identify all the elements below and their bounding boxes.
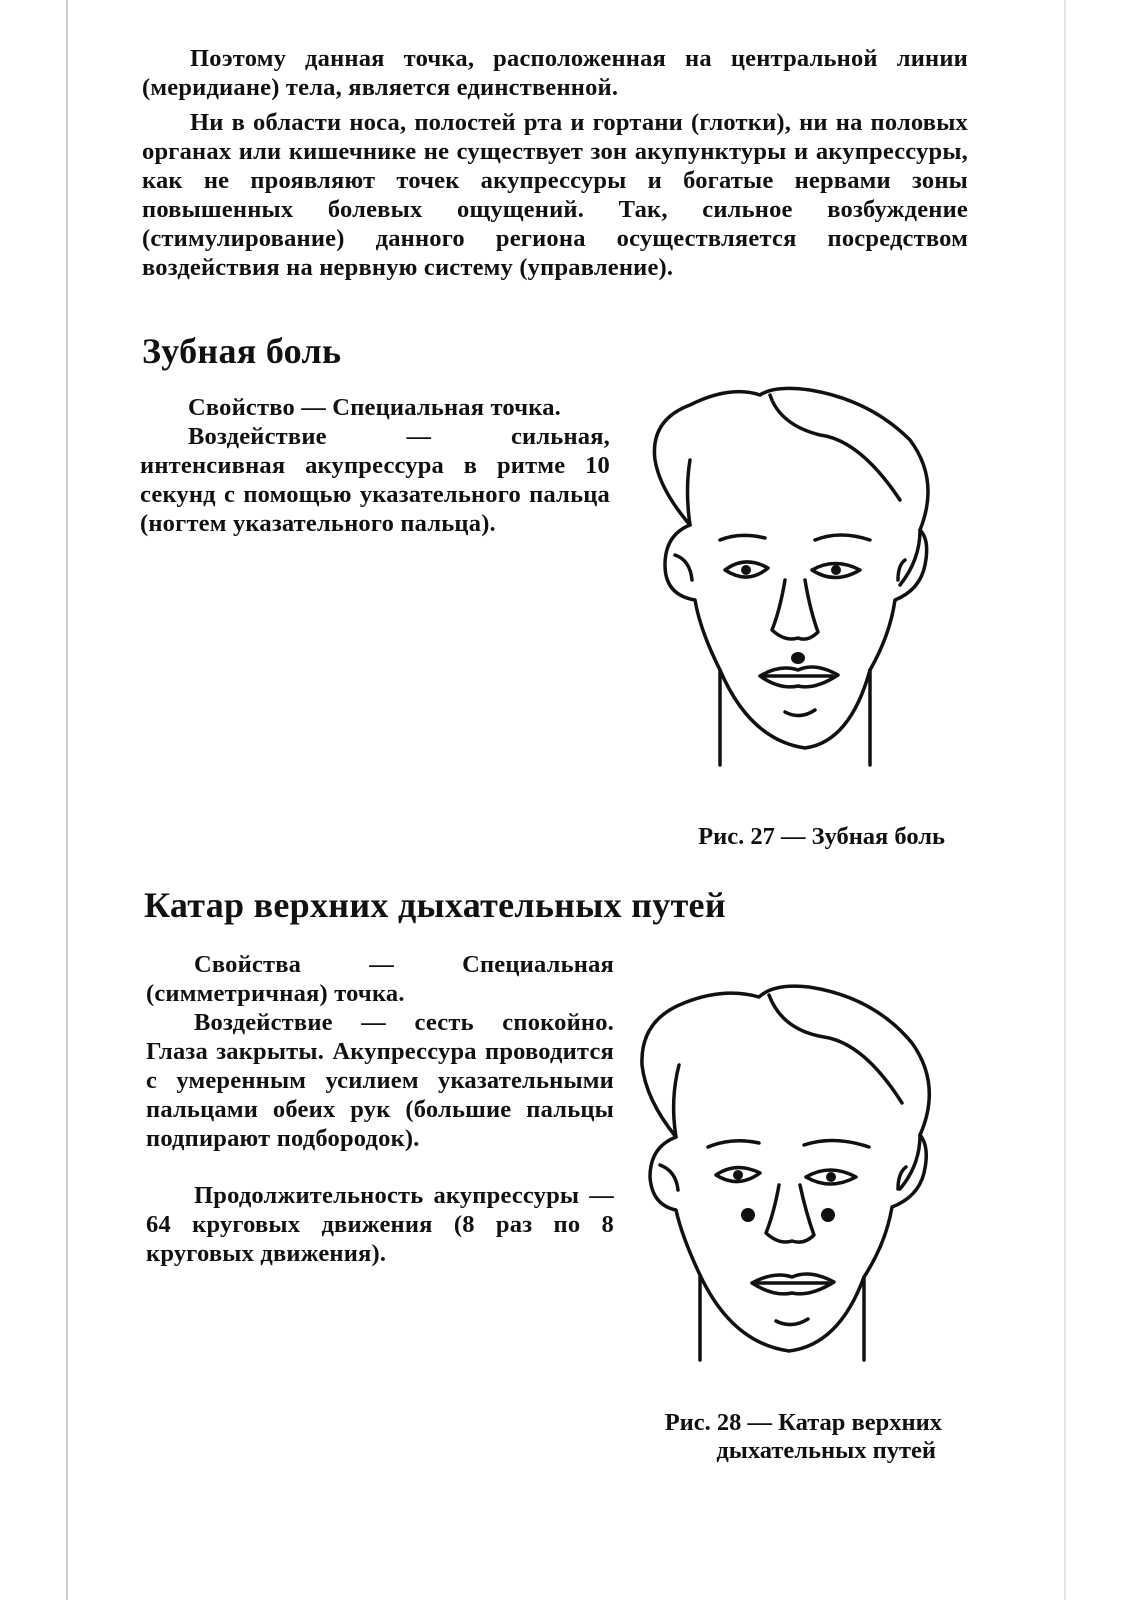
face-acupoint-nose-icon bbox=[620, 380, 950, 780]
catarrh-property: Свойства — Специальная (симметричная) точка. bbox=[146, 951, 614, 1007]
section-title-catarrh: Катар верхних дыхательных путей bbox=[144, 885, 726, 925]
toothache-action: Воздействие — сильная, интенсивная акупрессура в ритме 10 секунд с помощью указательного пальца (ногтем указательного пальца). bbox=[140, 423, 610, 537]
figure-27-face bbox=[620, 380, 950, 780]
face-acupoints-cheeks-icon bbox=[624, 975, 954, 1375]
catarrh-duration: Продолжительность акупрессуры — 64 круговых движения (8 раз по 8 круговых движения). bbox=[146, 1182, 614, 1267]
page-right-edge bbox=[1064, 0, 1066, 1600]
catarrh-action: Воздействие — сесть спокойно. Глаза закрыты. Акупрессура проводится с умеренным усилием указательными пальцами обеих рук (большие пальцы подпирают подбородок). bbox=[146, 1009, 614, 1152]
section-title-toothache: Зубная боль bbox=[142, 331, 342, 371]
figure-27-caption: Рис. 27 — Зубная боль bbox=[698, 823, 945, 850]
intro-paragraph-1: Поэтому данная точка, расположенная на центральной линии (меридиане) тела, является единственной. bbox=[142, 45, 968, 101]
toothache-property: Свойство — Специальная точка. bbox=[188, 394, 561, 421]
figure-28-caption-line-1: Рис. 28 — Катар верхних bbox=[664, 1409, 942, 1436]
intro-paragraph-2: Ни в области носа, полостей рта и гортани (глотки), ни на половых органах или кишечнике не существует зон акупунктуры и акупрессуры, как не проявляют точек акупрессуры и богатые нервами зоны повышенных болевых ощущений. Так, сильное возбуждение (стимулирование) данного региона осуществляется посредством воздействия на нервную систему (управление). bbox=[142, 109, 968, 281]
page-left-edge bbox=[66, 0, 68, 1600]
figure-28-face bbox=[624, 975, 954, 1375]
figure-28-caption-line-2: дыхательных путей bbox=[716, 1437, 936, 1464]
